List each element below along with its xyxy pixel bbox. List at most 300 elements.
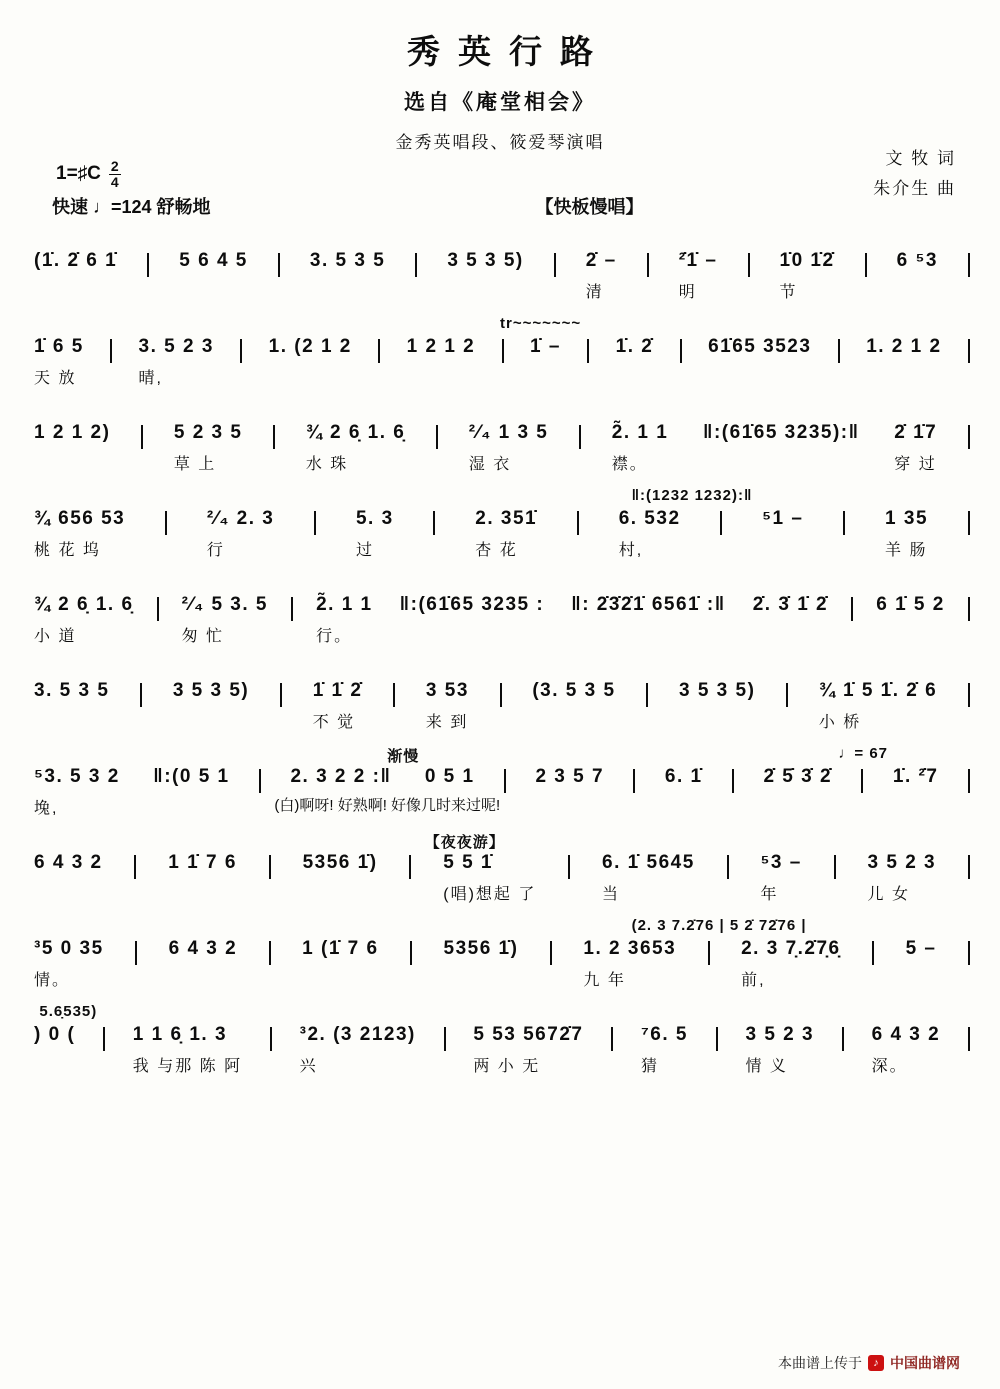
measure — [30, 766, 124, 818]
barline — [410, 941, 412, 965]
notes: ²⁄₄ 2. 3 — [206, 508, 275, 529]
lyric-line: 小 道 — [34, 628, 77, 645]
measure — [469, 1024, 587, 1076]
barline — [393, 683, 395, 707]
lyric-line — [703, 451, 860, 471]
lyric-line: 前, — [741, 972, 766, 989]
measure — [298, 938, 382, 987]
annotation: tr~~~~~~~ — [500, 315, 582, 332]
measure — [612, 336, 658, 385]
notes: 2. 351̇ — [475, 508, 538, 529]
notes: 3. 5 2 3 — [138, 336, 214, 357]
lyric-line: 情。 — [34, 972, 71, 989]
score-performers: 金秀英唱段、筱爱琴演唱 — [395, 133, 605, 152]
barline — [554, 253, 556, 277]
uploaded-by-text: 本曲谱上传于 — [778, 1355, 862, 1371]
lyric-line: 天 放 — [34, 370, 77, 387]
barline — [732, 769, 734, 793]
notes: ²⁄₄ 1 3 5 — [468, 422, 549, 443]
measure — [170, 422, 247, 474]
lyric-line: 猜 — [640, 1058, 659, 1075]
measure — [164, 852, 241, 901]
barline — [378, 339, 380, 363]
measure — [881, 508, 932, 560]
annotation: ‖:(1232 1232):‖ — [631, 487, 753, 504]
staff-row — [30, 336, 970, 388]
measure — [440, 938, 523, 987]
lyric-line — [665, 795, 703, 815]
lyric-line — [616, 365, 654, 385]
measure — [30, 594, 138, 646]
lyric-line — [762, 537, 803, 557]
notes: 1 (1̇ 7 6 — [302, 938, 379, 959]
spoken-dialogue: (白)啊呀! 好熟啊! 好像几时来过呢! — [274, 797, 501, 814]
measure — [439, 852, 540, 904]
notes: 1. 2 1 2 — [866, 336, 942, 357]
annotation: 渐慢 — [387, 748, 420, 765]
barline — [968, 339, 970, 363]
lyric-line: 湿 衣 — [468, 456, 512, 473]
notes: 3 5 3 5) — [678, 680, 756, 701]
lyric-line — [530, 365, 561, 385]
lyric-line: 年 — [760, 886, 779, 903]
notes: 1̇ 1̇ 2̇ — [312, 680, 363, 701]
measure — [704, 336, 815, 385]
measure — [30, 250, 121, 299]
barline — [270, 1027, 272, 1051]
notes: 61̇65 3523 — [708, 336, 812, 357]
barline — [504, 769, 506, 793]
lyric-line — [179, 279, 248, 299]
notes: 1 1̇ 7 6 — [168, 852, 237, 873]
notes: 6 4 3 2 — [871, 1024, 941, 1045]
barline — [834, 855, 836, 879]
barline — [135, 941, 137, 965]
notes: 2̃. 1 1 — [316, 594, 373, 615]
lyric-line — [535, 795, 604, 815]
notes: 5 6 4 5 — [179, 250, 248, 271]
lyric-line — [34, 1053, 75, 1073]
score-system-1 — [30, 229, 970, 302]
barline — [647, 253, 649, 277]
measure — [890, 422, 941, 474]
measure — [862, 336, 945, 385]
barline — [748, 253, 750, 277]
lyric-line — [763, 795, 832, 815]
measure — [443, 250, 527, 299]
lyric-line: 羊 肠 — [885, 542, 928, 559]
score-system-5 — [30, 573, 970, 646]
staff-row — [30, 250, 970, 302]
barline — [968, 597, 970, 621]
measure — [776, 250, 839, 302]
notes: 1̇. 2̇ — [615, 336, 654, 357]
lyricist-credit: 文 牧 词 — [885, 149, 956, 168]
measure — [815, 680, 941, 732]
measure — [296, 1024, 420, 1076]
lyric-line — [34, 709, 109, 729]
notes: ¾ 2 6̣ 1. 6̣ — [34, 594, 134, 615]
barline — [861, 769, 863, 793]
barline — [720, 511, 722, 535]
lyric-line — [168, 881, 237, 901]
barline — [587, 339, 589, 363]
tempo-row — [52, 193, 1000, 219]
barline — [444, 1027, 446, 1051]
barline — [842, 1027, 844, 1051]
barline — [409, 855, 411, 879]
lyric-line: 晴, — [138, 370, 163, 387]
page-title: 秀英行路 — [407, 32, 611, 71]
lyric-line — [169, 967, 238, 987]
lyric-line: 明 — [678, 284, 697, 301]
measure — [471, 508, 541, 560]
notes: 1̇0 1̇2̇ — [779, 250, 835, 271]
staff-row — [30, 508, 970, 560]
lyric-line — [893, 795, 939, 815]
notes: ⁵1 – — [762, 508, 804, 529]
score-system-2 — [30, 315, 970, 388]
notes: ²̇1̇ – — [678, 250, 718, 271]
barline — [259, 769, 261, 793]
measure — [582, 250, 621, 302]
score-system-7 — [30, 745, 970, 818]
measure — [396, 594, 549, 643]
barline — [786, 683, 788, 707]
measure — [579, 938, 680, 990]
lyric-line: 襟。 — [611, 456, 648, 473]
lyric-line — [753, 623, 828, 643]
staff-row — [30, 594, 970, 646]
notes: ) 0 ( — [34, 1024, 76, 1045]
barline — [968, 1027, 970, 1051]
barline — [157, 597, 159, 621]
measure — [598, 852, 699, 904]
notes: 6 4 3 2 — [168, 938, 238, 959]
composer-credit: 朱介生 曲 — [873, 178, 956, 198]
measure — [759, 766, 836, 815]
notes: ³5 0 35 — [34, 938, 104, 959]
notes: 5 2 3 5 — [173, 422, 243, 443]
notes: 3 5 3 5) — [447, 250, 524, 271]
barline — [680, 339, 682, 363]
lyric-line — [407, 365, 476, 385]
lyric-line: (唱)想起 了 — [443, 886, 537, 903]
footer — [778, 1353, 960, 1373]
system-annotations — [30, 659, 970, 680]
notes: 5 5 1̇ — [443, 852, 493, 873]
score-system-6 — [30, 659, 970, 732]
barline — [147, 253, 149, 277]
barline — [968, 683, 970, 707]
notes: ‖:(61̇65 3235):‖ — [703, 422, 860, 443]
measure — [165, 938, 242, 987]
notes: 2̇ 5̇ 3̇ 2̇ — [763, 766, 833, 787]
notes: 3 53 — [425, 680, 469, 701]
measure — [265, 336, 356, 385]
measure — [902, 938, 941, 987]
annotation: ♩= 67 — [838, 745, 889, 762]
measure — [526, 336, 565, 385]
staff-row — [30, 852, 970, 904]
lyric-line: 清 — [585, 284, 604, 301]
measure — [893, 250, 942, 299]
lyric-line — [34, 881, 103, 901]
barline — [433, 511, 435, 535]
lyric-line — [906, 967, 937, 987]
lyric-line — [444, 967, 519, 987]
notes: (3. 5 3 5 — [532, 680, 616, 701]
notes: 5 – — [905, 938, 937, 959]
notes: 1̇ 6 5 — [34, 336, 84, 357]
notes: ‖: 2̇3̇2̇1̇ 6561̇ :‖ — [571, 594, 726, 615]
notes: 6. 1̇ 5645 — [602, 852, 695, 873]
notes: ⁵3. 5 3 2 — [34, 766, 120, 787]
barline — [968, 511, 970, 535]
barline — [851, 597, 853, 621]
measure — [403, 336, 480, 385]
barline — [968, 253, 970, 277]
lyric-line: 穿 过 — [894, 456, 937, 473]
notes: 5 53 5672̇7 — [473, 1024, 584, 1045]
measure — [129, 1024, 246, 1076]
notes: ¾ 2 6̣ 1. 6̣ — [305, 422, 406, 443]
lyric-line: 堍, — [34, 800, 59, 817]
lyric-line: 桃 花 坞 — [34, 542, 101, 559]
measure — [889, 766, 943, 815]
lyric-line — [153, 795, 229, 815]
lyric-line — [302, 967, 378, 987]
barline — [550, 941, 552, 965]
notes: 2̃. 1 1 — [611, 422, 669, 443]
system-annotations — [30, 1003, 970, 1024]
barline — [165, 511, 167, 535]
notes: 2 3 5 7 — [535, 766, 605, 787]
lyric-line: 村, — [618, 542, 644, 559]
measure — [352, 508, 398, 560]
measure — [135, 336, 218, 388]
notes: 6 4 3 2 — [34, 852, 103, 873]
notes: 2̇. 3̇ 1̇ 2̇ — [752, 594, 829, 615]
notes: 1. (2 1 2 — [268, 336, 352, 357]
score-system-9 — [30, 917, 970, 990]
measure — [675, 250, 722, 302]
measure — [872, 594, 949, 643]
measure — [30, 422, 114, 471]
barline — [103, 1027, 105, 1051]
notes: 3. 5 3 5 — [309, 250, 386, 271]
lyric-line — [532, 709, 615, 729]
barline — [968, 855, 970, 879]
system-annotations — [30, 831, 970, 852]
lyric-line: 过 — [355, 542, 374, 559]
notes: ¾ 1̇ 5 1̇. 2̇ 6 — [818, 680, 938, 701]
measure — [531, 766, 608, 815]
barline — [291, 597, 293, 621]
notes: 6 ⁵3 — [896, 250, 938, 271]
lyric-line — [708, 365, 811, 385]
system-annotations — [30, 487, 970, 508]
barline — [269, 941, 271, 965]
barline — [727, 855, 729, 879]
lyric-line — [876, 623, 945, 643]
notes: (1̇. 2̇ 6 1̇ — [34, 250, 118, 271]
staff-row — [30, 1024, 970, 1076]
notes: ⁷6. 5 — [640, 1024, 688, 1045]
measure — [758, 508, 807, 557]
lyric-line: 兴 — [299, 1058, 318, 1075]
notes: 2̇ – — [585, 250, 617, 271]
annotation: (2. 3 7.2̇76 | 5 2̇ 72̇76 | — [631, 917, 807, 934]
notes: 1 35 — [885, 508, 929, 529]
notes: ³2. (3 2123) — [299, 1024, 416, 1045]
barline — [415, 253, 417, 277]
lyric-line — [866, 365, 941, 385]
measure — [741, 1024, 818, 1076]
barline — [500, 683, 502, 707]
time-signature-numerator: 2 — [110, 157, 119, 174]
staff-row — [30, 680, 970, 732]
measure — [30, 938, 108, 990]
notes: 6. 532 — [618, 508, 681, 529]
score-system-10 — [30, 1003, 970, 1076]
lyric-line: 情 义 — [745, 1058, 788, 1075]
barline — [633, 769, 635, 793]
barline — [838, 339, 840, 363]
score-subtitle: 选自《庵堂相会》 — [404, 91, 596, 114]
barline — [568, 855, 570, 879]
barline — [968, 769, 970, 793]
annotation: 【夜夜游】 — [424, 834, 505, 851]
barline — [141, 425, 143, 449]
lyric-line: 行 — [206, 542, 225, 559]
score-system-3 — [30, 401, 970, 474]
barline — [716, 1027, 718, 1051]
lyric-line — [173, 709, 249, 729]
lyric-line: 小 桥 — [818, 714, 862, 731]
measure — [30, 680, 113, 729]
time-signature — [109, 159, 121, 189]
barline — [502, 339, 504, 363]
measure — [756, 852, 805, 904]
measure — [30, 852, 107, 901]
measure — [608, 422, 673, 474]
lyric-line: 行。 — [316, 628, 353, 645]
lyric-line: 来 到 — [425, 714, 469, 731]
score-header — [0, 0, 1000, 219]
notes: 1 2 1 2 — [406, 336, 476, 357]
barline — [872, 941, 874, 965]
barline — [269, 855, 271, 879]
measure — [312, 594, 377, 646]
score-systems — [30, 229, 970, 1076]
lyric-line — [679, 709, 755, 729]
lyric-line — [897, 279, 938, 299]
notes: 2̇ 1̇7 — [894, 422, 938, 443]
measure — [465, 422, 553, 474]
notes: ²⁄₄ 5 3. 5 — [181, 594, 268, 615]
key-signature-row — [56, 157, 1000, 191]
measure — [749, 594, 832, 643]
barline — [968, 941, 970, 965]
measure — [675, 680, 759, 729]
notes: 1 2 1 2) — [34, 422, 111, 443]
lyric-line: 杏 花 — [475, 542, 518, 559]
lyric-line: 九 年 — [583, 972, 626, 989]
lyric-line — [269, 365, 352, 385]
notes: 0 5 1 — [424, 766, 475, 787]
system-annotations — [30, 401, 970, 422]
measure — [169, 680, 253, 729]
barline — [134, 855, 136, 879]
barline — [646, 683, 648, 707]
measure — [30, 1024, 79, 1073]
notes: 3. 5 3 5 — [34, 680, 110, 701]
notes: 5. 3 — [355, 508, 394, 529]
measure — [203, 508, 279, 560]
notes: 1̇. ²̇7 — [892, 766, 939, 787]
lyric-line: 两 小 无 — [473, 1058, 541, 1075]
measure — [567, 594, 729, 643]
time-signature-denominator: 4 — [110, 173, 119, 190]
measure — [149, 766, 233, 815]
lyric-line — [400, 623, 545, 643]
notes: 6. 1̇ — [664, 766, 703, 787]
notes: ‖:(61̇65 3235 : — [399, 594, 545, 615]
barline — [314, 511, 316, 535]
lyric-line — [571, 623, 725, 643]
measure — [615, 508, 685, 560]
barline — [436, 425, 438, 449]
lyric-line: 我 与那 陈 阿 — [132, 1058, 243, 1075]
measure — [864, 852, 941, 904]
lyric-line: 当 — [602, 886, 621, 903]
barline — [278, 253, 280, 277]
notes: 3 5 2 3 — [745, 1024, 815, 1045]
notes: 5356 1̇) — [302, 852, 378, 873]
site-name: 中国曲谱网 — [890, 1355, 960, 1371]
staff-row — [30, 938, 970, 990]
tempo-marking: 快速 ♩=124 舒畅地 — [52, 197, 211, 217]
measure — [422, 680, 473, 732]
score-system-8 — [30, 831, 970, 904]
measure — [309, 680, 367, 732]
lyric-line: 匆 忙 — [181, 628, 225, 645]
notes: 1. 2 3653 — [583, 938, 677, 959]
measure — [868, 1024, 945, 1076]
notes: 2. 3 7̣.2̇7̣6̣ — [741, 938, 841, 959]
section-marker-kuaiban: 【快板慢唱】 — [535, 197, 644, 217]
barline — [968, 425, 970, 449]
notes: 1̇ – — [529, 336, 561, 357]
lyric-line: 水 珠 — [305, 456, 349, 473]
lyric-line: 儿 女 — [867, 886, 910, 903]
measure — [175, 250, 252, 299]
notes: 6 1̇ 5 2 — [876, 594, 945, 615]
score-system-4 — [30, 487, 970, 560]
lyric-line: 节 — [779, 284, 798, 301]
notes: ‖:(0 5 1 — [153, 766, 230, 787]
lyric-line: 草 上 — [173, 456, 217, 473]
measure — [737, 938, 845, 990]
notes: 3 5 3 5) — [172, 680, 250, 701]
barline — [611, 1027, 613, 1051]
annotation: 5.6̣535) — [39, 1003, 98, 1020]
barline — [577, 511, 579, 535]
measure — [528, 680, 619, 729]
barline — [708, 941, 710, 965]
system-annotations — [30, 917, 970, 938]
